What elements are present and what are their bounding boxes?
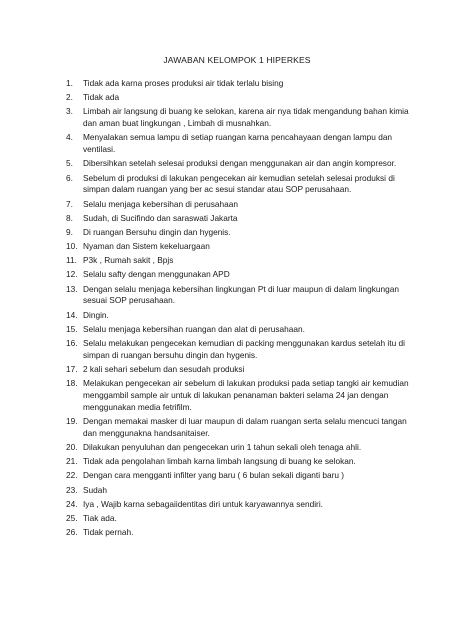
item-text: Menyalakan semua lampu di setiap ruangan karna pencahayaan dengan lampu dan ventilasi. [83, 132, 393, 155]
list-item [66, 255, 416, 267]
item-number: 24. [66, 498, 78, 509]
item-text: Sudah [83, 484, 107, 495]
item-text: Dingin. [83, 309, 109, 320]
item-text: Dengan memakai masker di luar maupun di dalam ruangan serta selalu mencuci tangan dan menggunakna handsanitaiser. [83, 415, 407, 438]
item-number: 7. [66, 198, 73, 209]
item-text: Tidak ada [83, 92, 120, 103]
list-item [66, 213, 416, 225]
item-number: 23. [66, 484, 78, 495]
item-number: 25. [66, 512, 78, 523]
list-item [66, 485, 416, 497]
item-number: 2. [66, 92, 73, 103]
item-number: 5. [66, 158, 73, 169]
item-text: Sebelum di produksi di lakukan pengecekan air kemudian setelah selesai produksi di simpan dalam ruangan yang ber ac sesui standar atau SOP perusahaan. [83, 172, 395, 195]
item-text: Dilakukan penyuluhan dan pengecekan urin 1 tahun sekali oleh tenaga ahli. [83, 441, 362, 452]
item-number: 8. [66, 212, 73, 223]
list-item [66, 269, 416, 281]
item-number: 14. [66, 309, 78, 320]
answer-list [66, 78, 416, 541]
list-item [66, 324, 416, 336]
item-text: Selalu menjaga kebersihan di perusahaan [83, 198, 238, 209]
list-item [66, 470, 416, 482]
list-item [66, 378, 416, 413]
list-item [66, 416, 416, 440]
list-item [66, 513, 416, 525]
list-item [66, 499, 416, 511]
list-item [66, 78, 416, 90]
item-number: 19. [66, 415, 78, 426]
item-number: 17. [66, 363, 78, 374]
list-item [66, 173, 416, 197]
list-item [66, 132, 416, 156]
item-text: Selalu melakukan pengecekan kemudian di packing menggunakan kardus setelah itu di simpan di ruangan bersuhu dingin dan hygenis. [83, 338, 405, 360]
item-number: 26. [66, 527, 78, 538]
list-item [66, 527, 416, 539]
item-text: Tidak pernah. [83, 527, 134, 538]
list-item [66, 106, 416, 130]
list-item [66, 227, 416, 239]
item-text: Tidak ada karna proses produksi air tidak terlalu bising [83, 78, 284, 88]
item-text: Melakukan pengecekan air sebelum di lakukan produksi pada setiap tangki air kemudian menggambil sample air untuk di lakukan penanaman bakteri selama 24 jan dengan menggunakan media fetrifilm. [83, 378, 409, 412]
item-number: 6. [66, 172, 73, 183]
item-text: Nyaman dan Sistem kekeluargaan [83, 241, 210, 252]
list-item [66, 364, 416, 376]
list-item [66, 456, 416, 468]
item-text: Selalu menjaga kebersihan ruangan dan alat di perusahaan. [83, 323, 305, 334]
item-number: 3. [66, 106, 73, 117]
list-item [66, 284, 416, 308]
item-text: Iya , Wajib karna sebagaiidentitas diri untuk karyawannya sendiri. [83, 498, 323, 509]
item-text: Dibersihkan setelah selesai produksi dengan menggunakan air dan angin kompresor. [83, 158, 397, 169]
item-text: Sudah, di Sucifindo dan saraswati Jakarta [83, 212, 238, 223]
item-text: Tiak ada. [83, 512, 117, 523]
item-number: 20. [66, 441, 78, 452]
list-item [66, 442, 416, 454]
item-number: 12. [66, 269, 78, 280]
list-item [66, 92, 416, 104]
item-number: 1. [66, 78, 73, 88]
item-number: 15. [66, 323, 78, 334]
item-number: 16. [66, 338, 78, 348]
item-text: 2 kali sehari sebelum dan sesudah produksi [83, 363, 245, 374]
item-text: Selalu safty dengan menggunakan APD [83, 269, 230, 280]
item-text: P3k , Rumah sakit , Bpjs [83, 255, 174, 266]
item-number: 21. [66, 456, 78, 467]
item-number: 4. [66, 132, 73, 143]
item-text: Tidak ada pengolahan limbah karna limbah langsung di buang ke selokan. [83, 456, 356, 467]
item-text: Dengan selalu menjaga kebersihan lingkungan Pt di luar maupun di dalam lingkungan sesuai SOP perusahaan. [83, 283, 399, 306]
item-number: 13. [66, 283, 78, 294]
item-number: 22. [66, 470, 78, 481]
list-item [66, 241, 416, 253]
item-text: Di ruangan Bersuhu dingin dan hygenis. [83, 226, 231, 237]
item-number: 18. [66, 378, 78, 389]
item-number: 10. [66, 241, 78, 252]
item-number: 9. [66, 226, 73, 237]
list-item [66, 158, 416, 170]
list-item [66, 199, 416, 211]
list-item [66, 338, 416, 362]
item-text: Dengan cara mengganti infilter yang baru ( 6 bulan sekali diganti baru ) [83, 470, 345, 481]
document-title: JAWABAN KELOMPOK 1 HIPERKES [163, 55, 311, 65]
item-text: Limbah air langsung di buang ke selokan, karena air nya tidak mengandung bahan kimia dan aman buat lingkungan , Limbah di musnahkan. [83, 106, 409, 129]
list-item [66, 310, 416, 322]
item-number: 11. [66, 255, 77, 266]
